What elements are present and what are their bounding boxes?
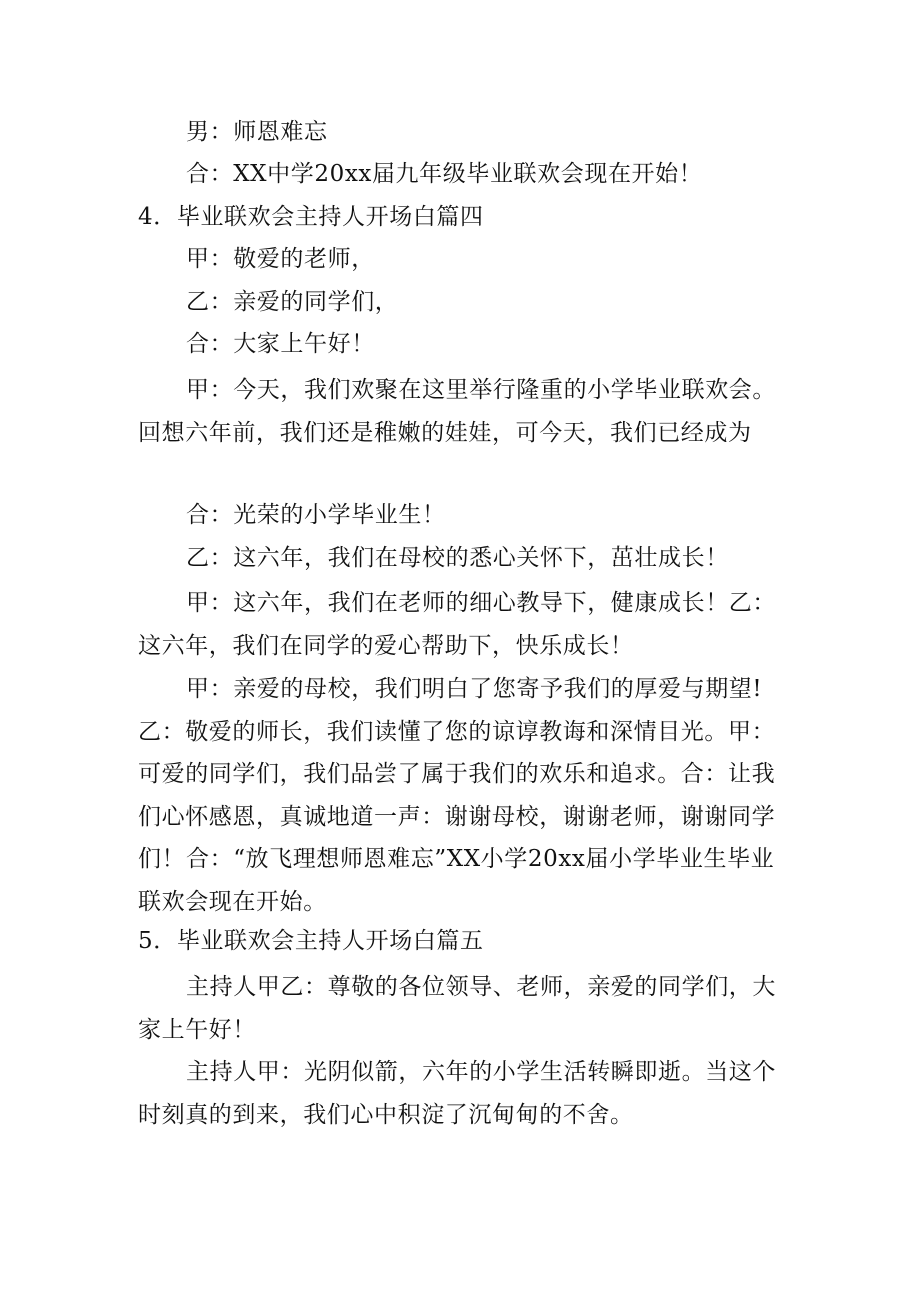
paragraph-host-greeting: 主持人甲乙：尊敬的各位领导、老师，亲爱的同学们，大家上午好！ bbox=[138, 974, 776, 1043]
section-heading-5: 5．毕业联欢会主持人开场白篇五 bbox=[138, 928, 484, 954]
line-together-opening: 合：XX中学20xx届九年级毕业联欢会现在开始！ bbox=[186, 161, 703, 187]
line-together-graduates: 合：光荣的小学毕业生！ bbox=[186, 502, 446, 528]
line-yi-classmates: 乙：亲爱的同学们， bbox=[186, 289, 399, 315]
paragraph-jia-six-years: 甲：这六年，我们在老师的细心教导下，健康成长！乙：这六年，我们在同学的爱心帮助下，快乐成长！ bbox=[138, 590, 776, 659]
paragraph-host-time: 主持人甲：光阴似箭，六年的小学生活转瞬即逝。当这个时刻真的到来，我们心中积淀了沉甸甸的不舍。 bbox=[138, 1059, 776, 1128]
paragraph-together-start: 合：“放飞理想师恩难忘”XX小学20xx届小学毕业生毕业联欢会现在开始。 bbox=[138, 846, 775, 915]
line-jia-teacher: 甲：敬爱的老师， bbox=[186, 246, 375, 272]
line-male-teacher: 男：师恩难忘 bbox=[186, 119, 328, 145]
paragraph-thanks: 甲：亲爱的母校，我们明白了您寄予我们的厚爱与期望!乙：敬爱的师长，我们读懂了您的谅谆教诲和深情目光。甲：可爱的同学们，我们品尝了属于我们的欢乐和追求。合：让我们心怀感恩，真诚地道一声：谢谢母校，谢谢老师，谢谢同学们！ bbox=[138, 676, 776, 872]
section-heading-4: 4．毕业联欢会主持人开场白篇四 bbox=[138, 204, 484, 230]
line-together-greeting: 合：大家上午好！ bbox=[186, 331, 375, 357]
line-yi-six-years: 乙：这六年，我们在母校的悉心关怀下，茁壮成长！ bbox=[186, 545, 729, 571]
paragraph-jia-today: 甲：今天，我们欢聚在这里举行隆重的小学毕业联欢会。回想六年前，我们还是稚嫩的娃娃，可今天，我们已经成为 bbox=[138, 377, 776, 446]
